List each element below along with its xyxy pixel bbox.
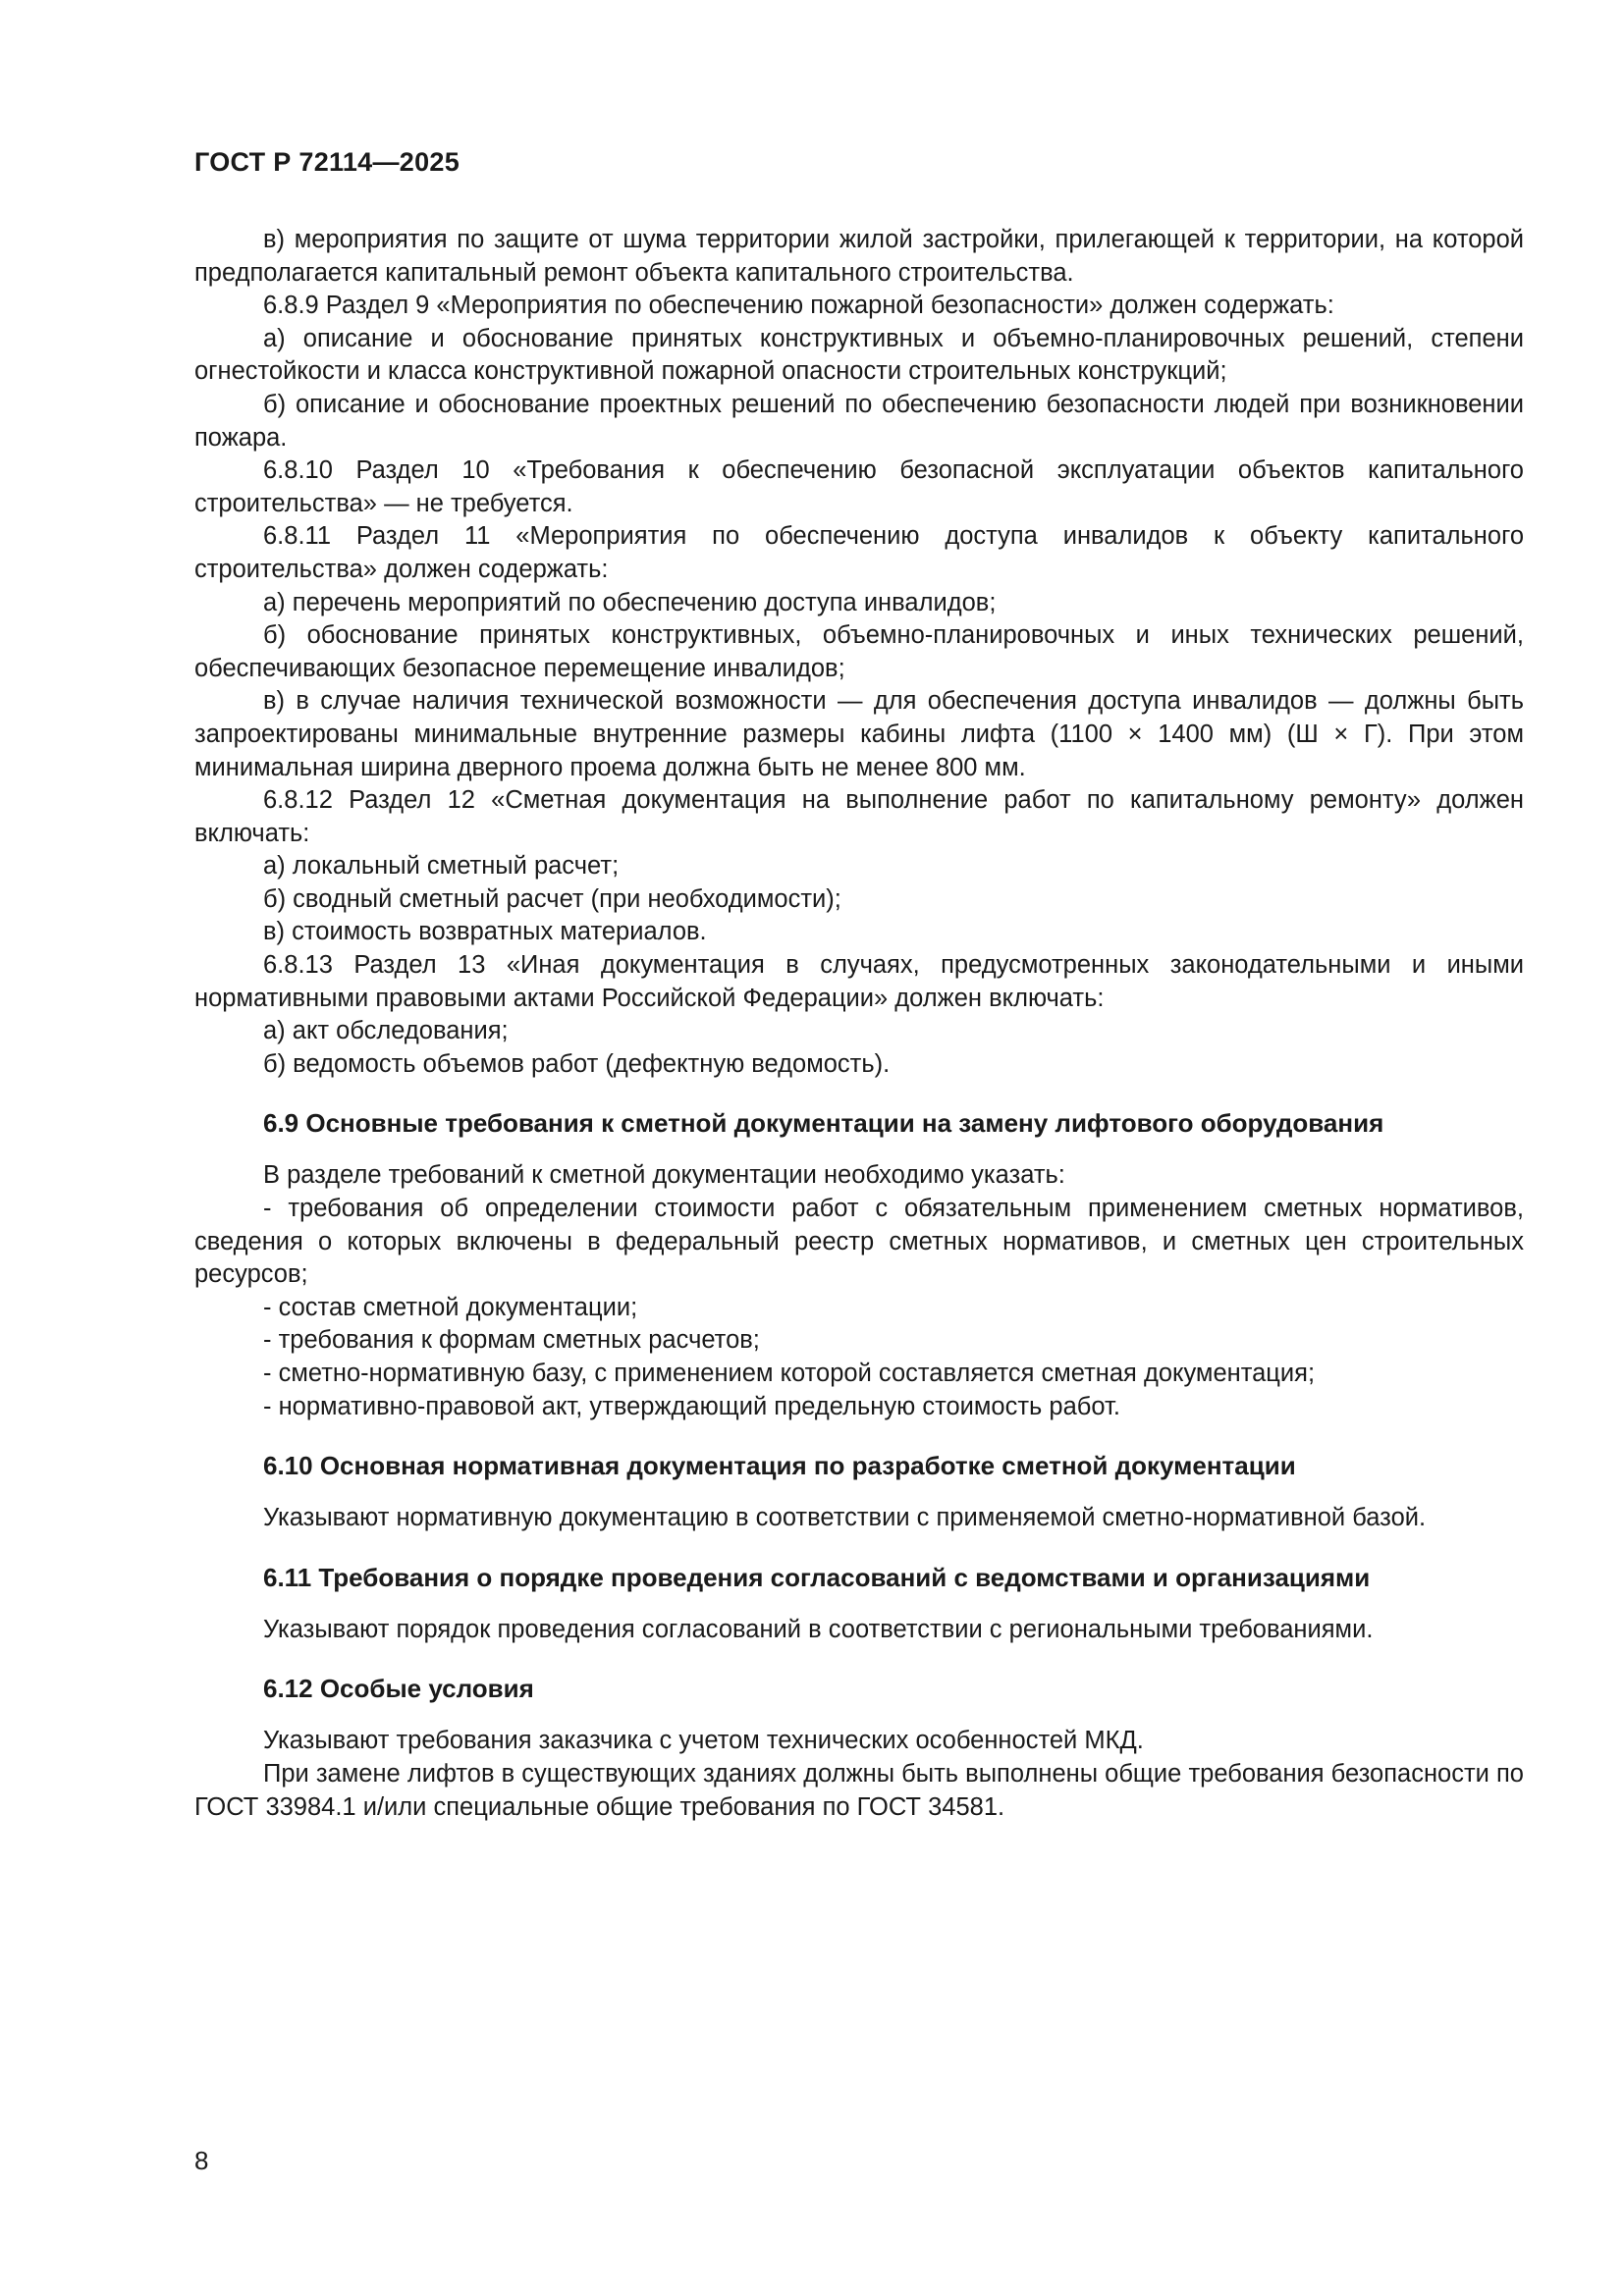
paragraph: 6.8.10 Раздел 10 «Требования к обеспечению безопасной эксплуатации объектов капитального строительства» — не требуется. (194, 456, 1524, 517)
paragraph: Указывают порядок проведения согласований в соответствии с региональными требованиями. (263, 1615, 1374, 1643)
paragraph: 6.8.13 Раздел 13 «Иная документация в случаях, предусмотренных законодательными и иными нормативными правовыми актами Российской Федерации» должен включать: (194, 951, 1524, 1012)
paragraph: в) стоимость возвратных материалов. (263, 918, 707, 946)
list-item: - требования об определении стоимости работ с обязательным применением сметных нормативов, сведения о которых включены в федеральный реестр сметных нормативов, и сметных цен строительных ресурсов; (194, 1195, 1524, 1289)
paragraph: Указывают требования заказчика с учетом технических особенностей МКД. (263, 1727, 1144, 1755)
page-number: 8 (194, 2146, 209, 2175)
list-item: - сметно-нормативную базу, с применением которой составляется сметная документация; (263, 1360, 1316, 1387)
paragraph: 6.8.9 Раздел 9 «Мероприятия по обеспечению пожарной безопасности» должен содержать: (263, 292, 1334, 320)
paragraph: б) описание и обоснование проектных решений по обеспечению безопасности людей при возникновении пожара. (194, 390, 1524, 452)
section-heading-6-12: 6.12 Особые условия (263, 1674, 534, 1704)
section-heading-6-10: 6.10 Основная нормативная документация по разработке сметной документации (263, 1451, 1296, 1481)
paragraph: в) мероприятия по защите от шума территории жилой застройки, прилегающей к территории, на которой предполагается капитальный ремонт объекта капитального строительства. (194, 226, 1524, 287)
document-header: ГОСТ Р 72114—2025 (194, 147, 460, 177)
paragraph: в) в случае наличия технической возможности — для обеспечения доступа инвалидов — должны быть запроектированы минимальные внутренние размеры кабины лифта (1100 × 1400 мм) (Ш × Г). При этом минимальная ширина дверного проема должна быть не менее 800 мм. (194, 687, 1524, 781)
paragraph: 6.8.11 Раздел 11 «Мероприятия по обеспечению доступа инвалидов к объекту капитального строительства» должен содержать: (194, 522, 1524, 583)
paragraph: б) обоснование принятых конструктивных, объемно-планировочных и иных технических решений, обеспечивающих безопасное перемещение инвалидов; (194, 621, 1524, 682)
section-heading-6-11: 6.11 Требования о порядке проведения согласований с ведомствами и организациями (263, 1562, 1371, 1592)
document-body (194, 224, 1524, 1824)
list-item: - состав сметной документации; (263, 1293, 638, 1321)
paragraph: а) локальный сметный расчет; (263, 852, 620, 881)
paragraph: а) акт обследования; (263, 1017, 509, 1045)
paragraph: а) описание и обоснование принятых конструктивных и объемно-планировочных решений, степени огнестойкости и класса конструктивной пожарной опасности строительных конструкций; (194, 324, 1524, 386)
paragraph: При замене лифтов в существующих зданиях должны быть выполнены общие требования безопасности по ГОСТ 33984.1 и/или специальные общие требования по ГОСТ 34581. (194, 1759, 1524, 1821)
paragraph: В разделе требований к сметной документации необходимо указать: (263, 1161, 1065, 1190)
paragraph: б) сводный сметный расчет (при необходимости); (263, 884, 841, 913)
paragraph: а) перечень мероприятий по обеспечению доступа инвалидов; (263, 588, 997, 616)
paragraph: Указывают нормативную документацию в соответствии с применяемой сметно-нормативной базой. (263, 1504, 1427, 1532)
section-heading-6-9: 6.9 Основные требования к сметной документации на замену лифтового оборудования (263, 1108, 1384, 1139)
list-item: - нормативно-правовой акт, утверждающий предельную стоимость работ. (263, 1392, 1120, 1420)
paragraph: б) ведомость объемов работ (дефектную ведомость). (263, 1049, 891, 1078)
paragraph: 6.8.12 Раздел 12 «Сметная документация на выполнение работ по капитальному ремонту» должен включать: (194, 786, 1524, 847)
list-item: - требования к формам сметных расчетов; (263, 1326, 760, 1355)
